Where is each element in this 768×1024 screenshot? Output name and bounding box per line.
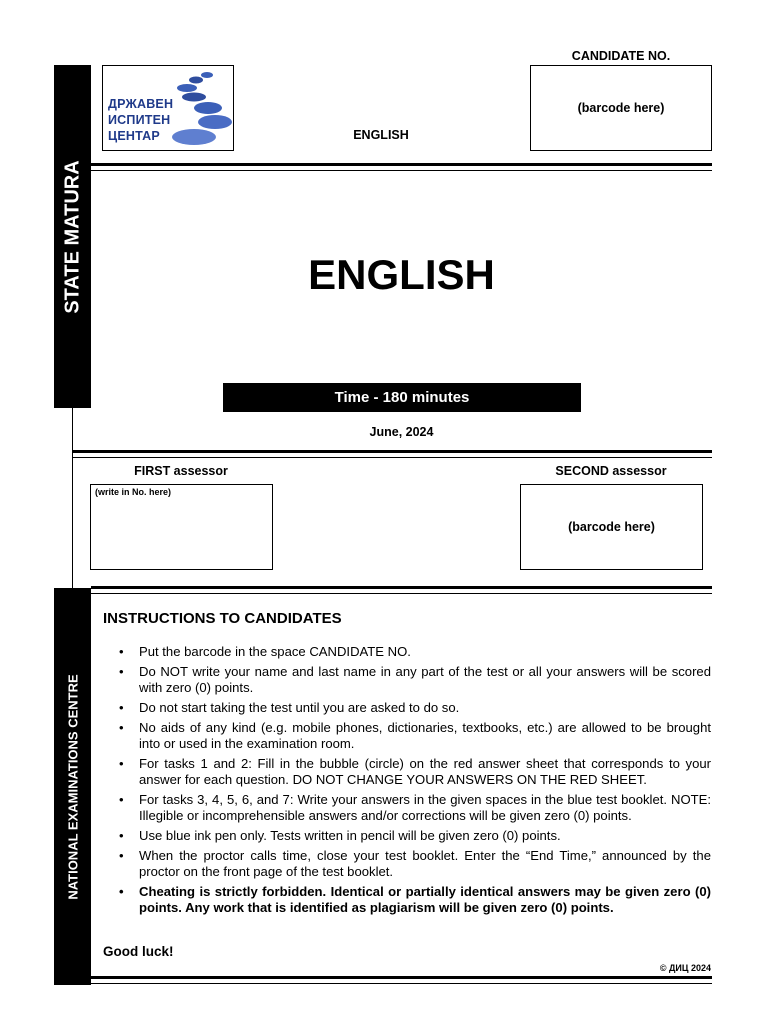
- time-banner: [223, 383, 581, 412]
- instruction-text: For tasks 3, 4, 5, 6, and 7: Write your answers in the given spaces in the blue test booklet. NOTE: Illegible or incomprehensible answers and/or corrections will be given zero (0) points.: [139, 792, 711, 823]
- instruction-item: [103, 756, 711, 788]
- rule-assessor-1: [73, 450, 712, 453]
- exam-date: June, 2024: [369, 425, 434, 439]
- bullet-icon: •: [119, 664, 124, 679]
- instruction-item: [103, 700, 711, 716]
- copyright: © ДИЦ 2024: [659, 963, 711, 973]
- instruction-text: When the proctor calls time, close your test booklet. Enter the “End Time,” announced by the proctor on the front page of the test booklet.: [139, 848, 711, 879]
- second-assessor-label: SECOND assessor: [555, 464, 667, 478]
- sidebar-national-exam-centre: [54, 588, 91, 985]
- bullet-icon: •: [119, 756, 124, 771]
- logo-text-line3: ЦЕНТАР: [108, 129, 160, 143]
- bullet-icon: •: [119, 720, 124, 735]
- page-title: ENGLISH: [308, 251, 495, 298]
- good-luck: Good luck!: [103, 944, 174, 959]
- rule-bottom-2: [91, 983, 712, 984]
- instruction-text: No aids of any kind (e.g. mobile phones, dictionaries, textbooks, etc.) are allowed to be brought into or used in the examination room.: [139, 720, 711, 751]
- rule-header-1: [91, 163, 712, 166]
- second-assessor-barcode-box[interactable]: [520, 484, 703, 570]
- first-assessor-note: (write in No. here): [95, 487, 172, 497]
- candidate-barcode-box[interactable]: [530, 65, 712, 151]
- rule-instructions-2: [91, 593, 712, 594]
- sidebar-connector-line: [72, 408, 73, 588]
- rule-header-2: [91, 170, 712, 171]
- bullet-icon: •: [119, 644, 124, 659]
- second-assessor-barcode-placeholder: (barcode here): [568, 520, 655, 534]
- instruction-text: Do NOT write your name and last name in any part of the test or all your answers will be scored with zero (0) points.: [139, 664, 711, 695]
- rule-assessor-2: [73, 457, 712, 458]
- instruction-item: [103, 644, 711, 660]
- bullet-icon: •: [119, 792, 124, 807]
- instruction-text: Cheating is strictly forbidden. Identical or partially identical answers may be given zero (0) points. Any work that is identified as plagiarism will be given zero (0) points.: [139, 884, 711, 915]
- sidebar-state-matura-text: STATE MATURA: [61, 159, 83, 314]
- bullet-icon: •: [119, 828, 124, 843]
- bullet-icon: •: [119, 884, 124, 899]
- sidebar-state-matura: [54, 65, 91, 408]
- rule-bottom-1: [91, 976, 712, 979]
- instruction-item-warning: [103, 884, 711, 916]
- instruction-text: Use blue ink pen only. Tests written in pencil will be given zero (0) points.: [139, 828, 561, 843]
- instructions-heading: INSTRUCTIONS TO CANDIDATES: [103, 610, 342, 627]
- bullet-icon: •: [119, 700, 124, 715]
- subject-small: ENGLISH: [353, 128, 409, 142]
- bullet-icon: •: [119, 848, 124, 863]
- first-assessor-box[interactable]: [90, 484, 273, 570]
- instruction-text: Do not start taking the test until you are asked to do so.: [139, 700, 460, 715]
- candidate-no-label: CANDIDATE NO.: [571, 49, 671, 63]
- instructions-list: [103, 644, 711, 920]
- instruction-item: [103, 828, 711, 844]
- first-assessor-label: FIRST assessor: [134, 464, 228, 478]
- rule-instructions-1: [91, 586, 712, 589]
- instruction-item: [103, 848, 711, 880]
- logo-text-line2: ИСПИТЕН: [108, 113, 171, 127]
- instruction-text: Put the barcode in the space CANDIDATE NO.: [139, 644, 411, 659]
- instruction-item: [103, 664, 711, 696]
- time-label: Time - 180 minutes: [334, 389, 470, 406]
- logo-box: [102, 65, 234, 151]
- instruction-item: [103, 720, 711, 752]
- sidebar-national-exam-centre-text: NATIONAL EXAMINATIONS CENTRE: [65, 673, 80, 900]
- candidate-barcode-placeholder: (barcode here): [577, 101, 665, 115]
- instruction-item: [103, 792, 711, 824]
- instruction-text: For tasks 1 and 2: Fill in the bubble (circle) on the red answer sheet that corresponds to your answer for each question. DO NOT CHANGE YOUR ANSWERS ON THE RED SHEET.: [139, 756, 711, 787]
- logo-text-line1: ДРЖАВЕН: [108, 97, 174, 111]
